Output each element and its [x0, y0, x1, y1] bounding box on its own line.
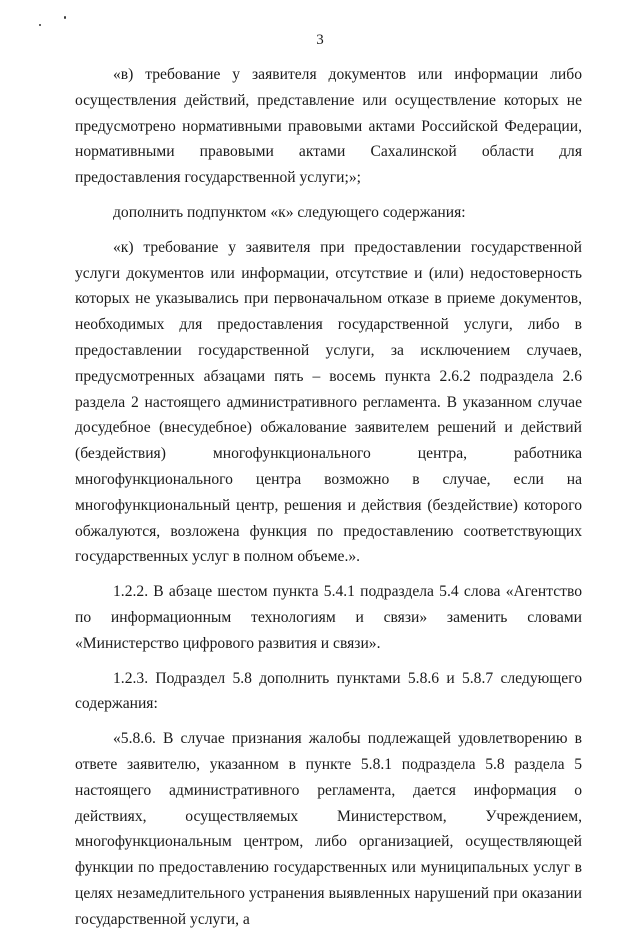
scan-speck [39, 24, 41, 26]
paragraph-subitem-k: «к) требование у заявителя при предоставлении государственной услуги документов или информации, отсутствие и (или) недостоверность которых не указывались при первоначальном отказе в приеме документов, необходимых для предоставления государственной услуги, либо в предоставлении государственной услуги, за исключением случаев, предусмотренных абзацами пять – восемь пункта 2.6.2 подраздела 2.6 раздела 2 настоящего административного регламента. В указанном случае досудебное (внесудебное) обжалование заявителем решений и действий (бездействия) многофункционального центра, работника многофункционального центра возможно в случае, если на многофункциональный центр, решения и действия (бездействие) которого обжалуются, возложена функция по предоставлению соответствующих государственных услуг в полном объеме.». [75, 238, 582, 566]
paragraph-1-2-3: 1.2.3. Подраздел 5.8 дополнить пунктами 5.8.6 и 5.8.7 следующего содержания: [75, 669, 582, 713]
paragraph-5-8-6: «5.8.6. В случае признания жалобы подлежащей удовлетворению в ответе заявителю, указанном в пункте 5.8.1 подраздела 5.8 раздела 5 настоящего административного регламента, дается информация о действиях, осуществляемых Министерством, Учреждением, многофункциональным центром, либо организацией, осуществляющей функции по предоставлению государственных или муниципальных услуг в целях незамедлительного устранения выявленных нарушений при оказании государственной услуги, а [75, 730, 582, 928]
page-number: 3 [316, 32, 324, 48]
paragraph-subitem-v: «в) требование у заявителя документов или информации либо осуществления действий, представление или осуществление которых не предусмотрено нормативными правовыми актами Российской Федерации, нормативными правовыми актами Сахалинской области для предоставления государственной услуги;»; [75, 66, 582, 187]
paragraph-add-subitem-k: дополнить подпунктом «к» следующего содержания: [113, 203, 466, 221]
scan-speck [64, 16, 66, 19]
document-body [75, 62, 582, 933]
paragraph-1-2-2: 1.2.2. В абзаце шестом пункта 5.4.1 подраздела 5.4 слова «Агентство по информационным технологиям и связи» заменить словами «Министерство цифрового развития и связи». [75, 583, 582, 652]
